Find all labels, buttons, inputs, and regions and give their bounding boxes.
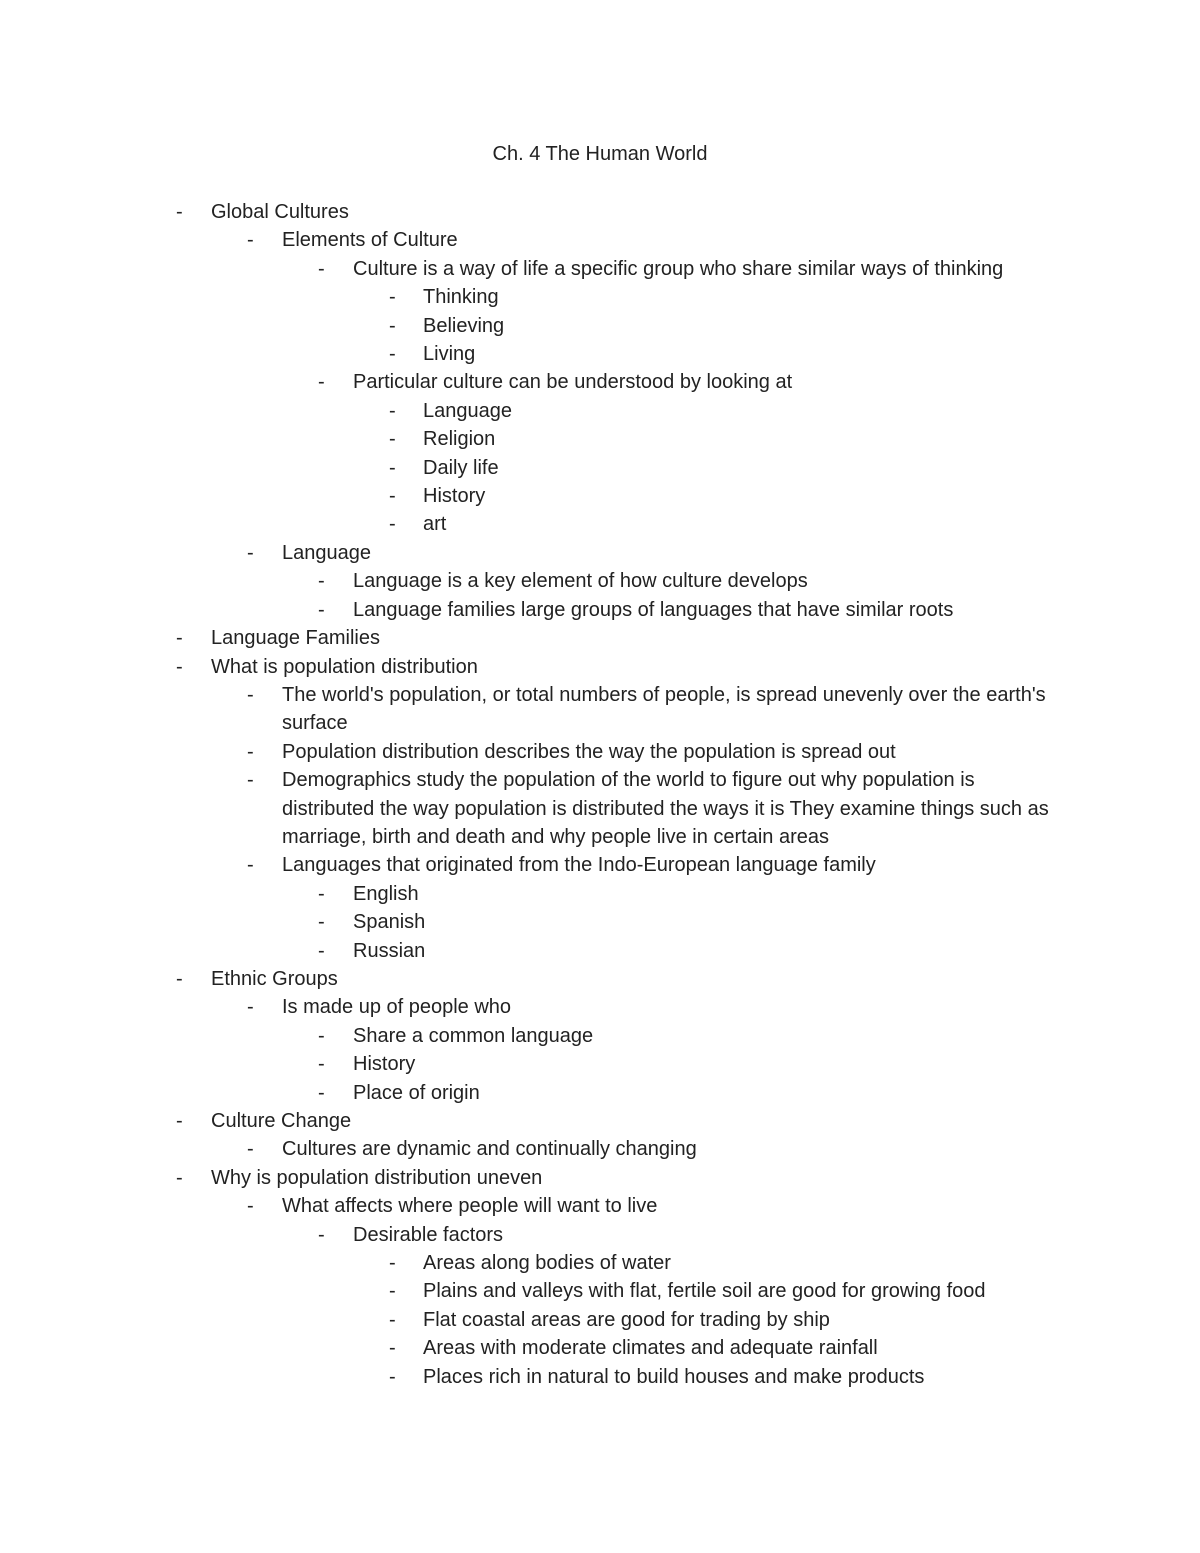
bullet-dash: - [318, 570, 325, 593]
bullet-dash: - [389, 456, 396, 479]
outline-item-text: Population distribution describes the way the population is spread out [282, 740, 896, 763]
outline-item-level-3 [0, 567, 1200, 595]
notes-outline [0, 198, 1200, 1391]
outline-item-level-4 [0, 312, 1200, 340]
bullet-dash: - [389, 1337, 396, 1360]
outline-item-level-2 [0, 851, 1200, 879]
bullet-dash: - [389, 428, 396, 451]
outline-item-text: Place of origin [353, 1081, 480, 1104]
bullet-dash: - [389, 343, 396, 366]
outline-item-level-2 [0, 766, 1200, 851]
outline-item-level-2 [0, 681, 1200, 738]
outline-item-text: Is made up of people who [282, 996, 512, 1019]
bullet-dash: - [318, 371, 325, 394]
outline-item-level-4 [0, 1363, 1200, 1391]
outline-item-text: Spanish [353, 911, 426, 934]
outline-item-level-1 [0, 965, 1200, 993]
outline-item-text: What is population distribution [211, 655, 478, 678]
outline-item-level-3 [0, 880, 1200, 908]
bullet-dash: - [247, 740, 254, 763]
bullet-dash: - [318, 1081, 325, 1104]
bullet-dash: - [389, 1252, 396, 1275]
outline-item-level-3 [0, 255, 1200, 283]
outline-item-level-3 [0, 937, 1200, 965]
outline-item-text: Plains and valleys with flat, fertile soil are good for growing food [423, 1280, 986, 1303]
outline-item-level-3 [0, 368, 1200, 396]
outline-item-level-3 [0, 908, 1200, 936]
outline-item-text: The world's population, or total numbers of people, is spread unevenly over the earth's surface [282, 683, 1046, 735]
bullet-dash: - [176, 201, 183, 223]
outline-item-text: Elements of Culture [282, 229, 458, 252]
bullet-dash: - [389, 1280, 396, 1303]
outline-item-text: History [423, 485, 486, 508]
outline-item-text: Culture Change [211, 1110, 352, 1132]
outline-item-text: Places rich in natural to build houses and make products [423, 1365, 925, 1388]
outline-item-level-1 [0, 653, 1200, 681]
outline-item-level-2 [0, 738, 1200, 766]
outline-item-level-4 [0, 1334, 1200, 1362]
outline-item-text: Why is population distribution uneven [211, 1166, 543, 1189]
outline-item-level-4 [0, 482, 1200, 510]
outline-item-level-4 [0, 397, 1200, 425]
outline-item-text: Daily life [423, 456, 499, 479]
outline-item-text: Demographics study the population of the world to figure out why population is distributed the way population is distributed the ways it is They examine things such as marriage, birth and death and why people live in certain areas [282, 769, 1049, 848]
bullet-dash: - [247, 541, 254, 564]
bullet-dash: - [176, 655, 183, 678]
outline-item-level-2 [0, 993, 1200, 1021]
bullet-dash: - [389, 286, 396, 309]
outline-item-level-3 [0, 1050, 1200, 1078]
outline-item-text: Desirable factors [353, 1223, 504, 1246]
outline-item-level-4 [0, 1249, 1200, 1277]
outline-item-level-4 [0, 283, 1200, 311]
outline-item-text: art [423, 513, 447, 536]
bullet-dash: - [318, 598, 325, 621]
bullet-dash: - [247, 229, 254, 252]
outline-item-text: Living [423, 343, 476, 366]
bullet-dash: - [389, 399, 396, 422]
bullet-dash: - [318, 939, 325, 962]
bullet-dash: - [176, 967, 183, 990]
bullet-dash: - [389, 1308, 396, 1331]
outline-item-text: Cultures are dynamic and continually changing [282, 1138, 697, 1161]
outline-item-text: Areas along bodies of water [423, 1252, 671, 1275]
outline-item-level-4 [0, 454, 1200, 482]
outline-item-text: Language Families [211, 627, 380, 650]
bullet-dash: - [389, 314, 396, 337]
outline-item-text: Language [423, 399, 512, 422]
outline-item-text: Believing [423, 314, 505, 337]
outline-item-text: What affects where people will want to live [282, 1195, 658, 1218]
outline-item-level-2 [0, 226, 1200, 254]
outline-item-level-2 [0, 539, 1200, 567]
bullet-dash: - [318, 257, 325, 280]
bullet-dash: - [176, 1110, 183, 1132]
outline-item-text: Thinking [423, 286, 499, 309]
bullet-dash: - [318, 911, 325, 934]
outline-item-level-1 [0, 1107, 1200, 1135]
outline-item-text: Share a common language [353, 1024, 594, 1047]
bullet-dash: - [247, 1195, 254, 1218]
bullet-dash: - [318, 882, 325, 905]
outline-item-text: Language families large groups of languages that have similar roots [353, 598, 954, 621]
outline-item-text: Global Cultures [211, 201, 349, 223]
outline-item-text: Areas with moderate climates and adequate rainfall [423, 1337, 878, 1360]
outline-item-level-1 [0, 198, 1200, 226]
outline-item-text: Ethnic Groups [211, 967, 338, 990]
bullet-dash: - [176, 627, 183, 650]
outline-item-level-2 [0, 1192, 1200, 1220]
outline-item-level-1 [0, 624, 1200, 652]
bullet-dash: - [247, 1138, 254, 1161]
outline-item-level-3 [0, 1221, 1200, 1249]
outline-item-level-3 [0, 596, 1200, 624]
outline-item-text: Culture is a way of life a specific group who share similar ways of thinking [353, 257, 1004, 280]
bullet-dash: - [247, 683, 254, 706]
outline-item-text: Particular culture can be understood by looking at [353, 371, 793, 394]
bullet-dash: - [318, 1223, 325, 1246]
outline-item-text: Russian [353, 939, 426, 962]
bullet-dash: - [389, 485, 396, 508]
bullet-dash: - [389, 1365, 396, 1388]
bullet-dash: - [247, 854, 254, 877]
outline-item-level-1 [0, 1164, 1200, 1192]
bullet-dash: - [247, 769, 254, 792]
outline-item-level-3 [0, 1079, 1200, 1107]
bullet-dash: - [247, 996, 254, 1019]
outline-item-text: Flat coastal areas are good for trading by ship [423, 1308, 830, 1331]
outline-item-text: Language [282, 541, 371, 564]
outline-item-text: Language is a key element of how culture develops [353, 570, 808, 593]
bullet-dash: - [318, 1024, 325, 1047]
outline-item-text: Religion [423, 428, 496, 451]
outline-item-level-4 [0, 425, 1200, 453]
outline-item-text: History [353, 1053, 416, 1076]
outline-item-level-4 [0, 1306, 1200, 1334]
page-title: Ch. 4 The Human World [492, 143, 708, 165]
bullet-dash: - [318, 1053, 325, 1076]
outline-item-level-2 [0, 1135, 1200, 1163]
outline-item-text: Languages that originated from the Indo-European language family [282, 854, 876, 877]
outline-item-level-3 [0, 1022, 1200, 1050]
outline-item-text: English [353, 882, 419, 905]
outline-item-level-4 [0, 340, 1200, 368]
outline-item-level-4 [0, 510, 1200, 538]
bullet-dash: - [389, 513, 396, 536]
outline-item-level-4 [0, 1277, 1200, 1305]
bullet-dash: - [176, 1166, 183, 1189]
